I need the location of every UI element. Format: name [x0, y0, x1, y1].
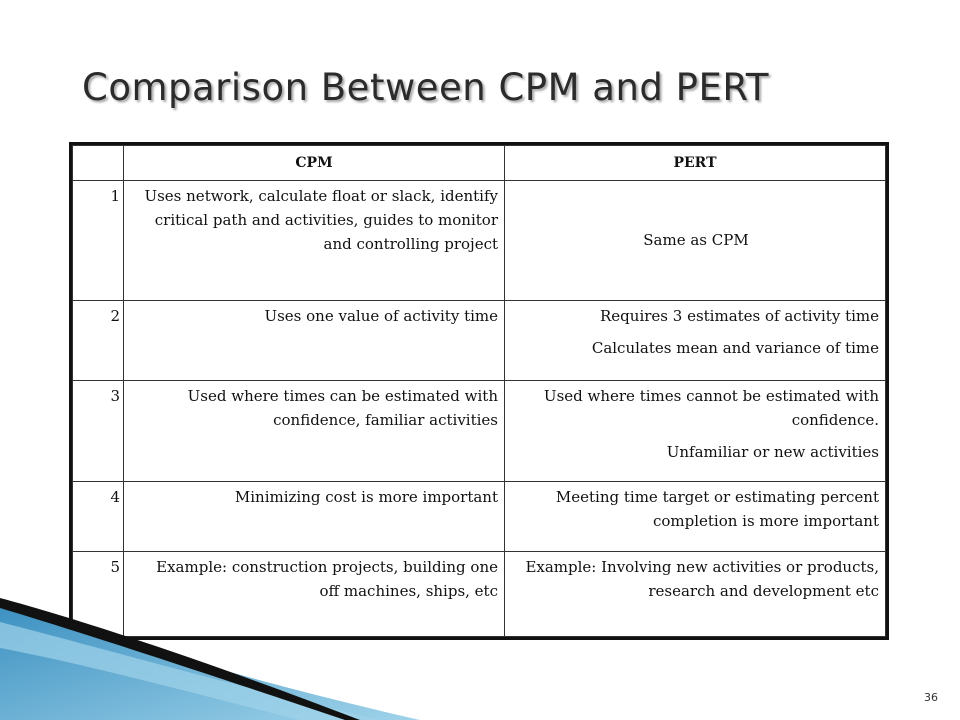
slide-title: Comparison Between CPM and PERT [82, 66, 769, 109]
pert-text: Same as CPM [643, 231, 749, 250]
table-header-row [73, 146, 886, 181]
table-row [73, 481, 886, 551]
row-number: 4 [73, 481, 124, 551]
pert-text: Requires 3 estimates of activity time [600, 306, 879, 325]
cpm-cell [124, 300, 505, 380]
decorative-swoosh [0, 560, 420, 720]
header-cpm: CPM [124, 146, 505, 181]
cpm-text: Uses one value of activity time [264, 306, 498, 325]
pert-text: Calculates mean and variance of time [591, 338, 879, 357]
pert-text: Example: Involving new activities or products, research and development etc [525, 557, 879, 600]
table-row [73, 300, 886, 380]
pert-cell [505, 181, 886, 301]
cpm-text: Uses network, calculate float or slack, identify critical path and activities, guides to monitor and controlling project [144, 187, 498, 253]
row-number: 1 [73, 181, 124, 301]
pert-cell [505, 481, 886, 551]
pert-text: Meeting time target or estimating percent completion is more important [555, 487, 879, 530]
cpm-cell [124, 181, 505, 301]
cpm-text: Used where times can be estimated with confidence, familiar activities [187, 386, 498, 429]
cpm-cell [124, 380, 505, 481]
row-number: 5 [73, 551, 124, 636]
row-number: 2 [73, 300, 124, 380]
pert-text: Unfamiliar or new activities [666, 442, 879, 461]
pert-cell [505, 551, 886, 636]
header-pert: PERT [505, 146, 886, 181]
cpm-cell [124, 481, 505, 551]
pert-cell [505, 300, 886, 380]
table-row [73, 380, 886, 481]
table-row [73, 181, 886, 301]
pert-cell [505, 380, 886, 481]
page-number: 36 [924, 691, 938, 704]
row-number: 3 [73, 380, 124, 481]
header-number [73, 146, 124, 181]
cpm-text: Minimizing cost is more important [234, 487, 498, 506]
cpm-text: Example: construction projects, building one off machines, ships, etc [156, 557, 498, 600]
pert-text: Used where times cannot be estimated with confidence. [543, 386, 879, 429]
